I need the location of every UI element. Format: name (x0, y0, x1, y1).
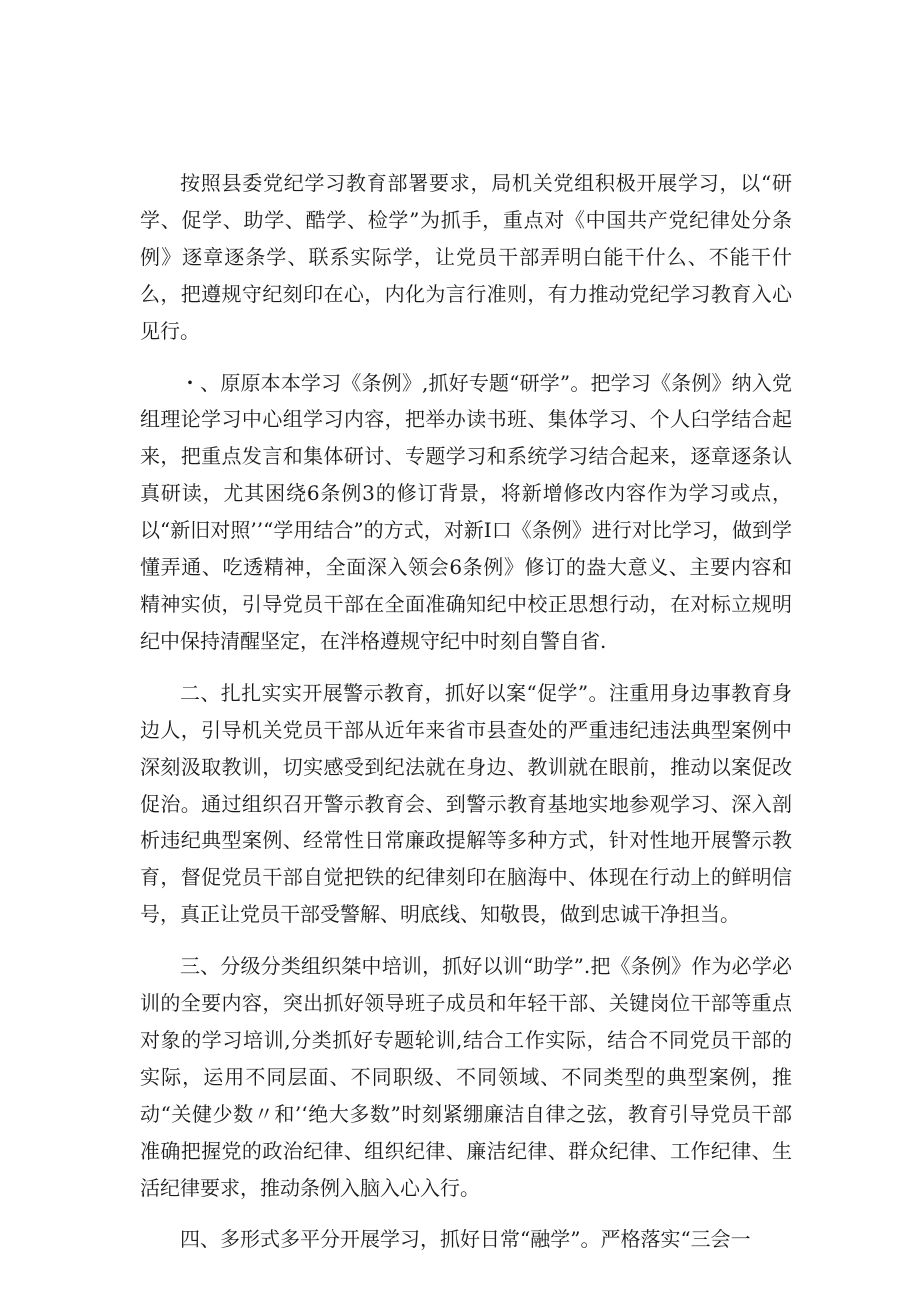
section-3-paragraph: 三、分级分类组织桀中培训，抓好以训“助学”.把《条例》作为必学必训的全要内容，突出抓好领导班子成员和年轻干部、关键岗位干部等重点对象的学习培训,分类抓好专题轮训,结合工作实际，结合不同党员干部的实际，运用不同层面、不同职级、不同领域、不同类型的典型案例，推动“关健少数〃和’‘绝大多数”时刻紧绷廉洁自律之弦，教育引导党员干部准确把握党的政治纪律、组织纪律、廉洁纪律、群众纪律、工作纪律、生活纪律要求，推动条例入脑入心入行。 (140, 954, 792, 1200)
document-body (140, 165, 792, 1258)
intro-paragraph: 按照县委党纪学习教育部署要求，局机关党组积极开展学习，以“研学、促学、助学、酷学、检学”为抓手，重点对《中国共产党纪律处分条例》逐章逐条学、联系实际学，让党员干部弄明白能干什么、不能干什么，把遵规守纪刻印在心，内化为言行准则，有力推动党纪学习教育入心见行。 (140, 171, 792, 343)
section-1-paragraph: ・、原原本本学习《条例》,抓好专题“研学”。把学习《条例》纳入党组理论学习中心组学习内容，把举办读书班、集体学习、个人臼学结合起来，把重点发言和集体研讨、专题学习和系统学习结合起来，逐章逐条认真研读，尤其困绕6条例3的修订背景，将新增修改内容作为学习或点，以“新旧对照’’“学用结合”的方式，对新I口《条例》进行对比学习，做到学懂弄通、吃透精神，全面深入领会6条例》修订的盎大意义、主要内容和精神实侦，引导党员干部在全面准确知纪中校正思想行动，在对标立规明纪中保持清醒坚定，在泮格遵规守纪中时刻自警自省. (140, 370, 792, 653)
section-2-paragraph: 二、扎扎实实开展警示教育，抓好以案“促学”。注重用身边事教育身边人，引导机关党员干部从近年来省市县查处的严重违纪违法典型案例中深刻汲取教训，切实感受到纪法就在身边、教训就在眼前，推动以案促改促治。通过组织召开警示教育会、到警示教育基地实地参观学习、深入剖析违纪典型案例、经常性日常廉政提解等多种方式，针对性地开展警示教育，督促党员干部自觉把铁的纪律刻印在脑海中、体现在行动上的鲜明信号，真正让党员干部受警解、明底线、知敬畏，做到忠诚干净担当。 (140, 680, 792, 927)
section-4-paragraph: 四、多形式多平分开展学习，抓好日常“融学”。严格落实“三会一 (180, 1227, 751, 1252)
